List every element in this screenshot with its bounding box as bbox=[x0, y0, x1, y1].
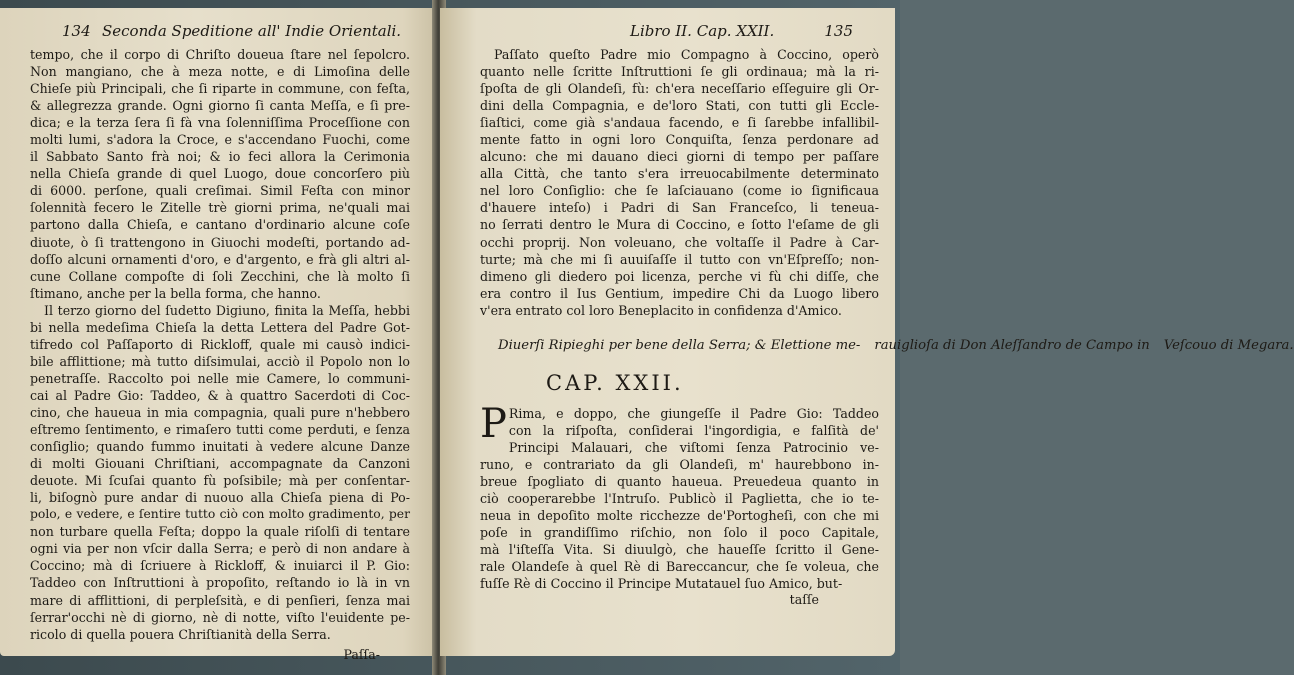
text-line: bile afflittione; mà tutto diſsimulai, acciò il Popolo non lo bbox=[30, 353, 410, 369]
text-line: Chieſe più Principali, che ſi riparte in commune, con feſta, bbox=[30, 81, 410, 97]
text-line: tifredo col Paſſaporto di Rickloff, quale mi causò indici- bbox=[30, 336, 410, 352]
text-line: eſtremo ſentimento, e rimaſero tutti come perduti, e ſenza bbox=[30, 422, 410, 438]
right-page-number: 135 bbox=[824, 22, 853, 40]
text-line: neua in depoſito molte ricchezze de'Portogheſi, con che mi bbox=[480, 508, 879, 524]
text-line: molti lumi, s'adora la Croce, e s'accendano Fuochi, come bbox=[30, 132, 410, 148]
text-line: runo, e contrariato da gli Olandeſi, m' haurebbono in- bbox=[480, 456, 879, 472]
text-line: ſpoſta de gli Olandeſi, fù: ch'era neceſſario eſſeguire gli Or- bbox=[480, 81, 879, 97]
left-page-number: 134 bbox=[62, 22, 91, 40]
right-catchword: taſſe bbox=[789, 592, 819, 608]
text-line: di 6000. perſone, quali creſimai. Simil Feſta con minor bbox=[30, 183, 410, 199]
text-line: il Sabbato Santo frà noi; & io feci allora la Cerimonia bbox=[30, 149, 410, 165]
text-line: tempo, che il corpo di Chriſto doueua ſtare nel ſepolcro. bbox=[30, 47, 410, 62]
left-running-header bbox=[30, 22, 410, 44]
text-line: v'era entrato col loro Beneplacito in confidenza d'Amico. bbox=[480, 302, 842, 318]
left-running-head-text: Seconda Speditione all' Indie Orientali. bbox=[102, 22, 402, 40]
text-line: ogni via per non vſcir dalla Serra; e però di non andare à bbox=[30, 541, 410, 557]
text-line: ciò cooperarebbe l'Intruſo. Publicò il Paglietta, che io te- bbox=[480, 490, 879, 506]
text-line: partono dalla Chieſa, e cantano d'ordinario alcune coſe bbox=[30, 217, 410, 233]
text-line: ſtimano, anche per la bella forma, che hanno. bbox=[30, 285, 321, 301]
text-line: & allegrezza grande. Ogni giorno ſi canta Meſſa, e ſi pre- bbox=[30, 98, 410, 114]
text-line: mente fatto in ogni loro Conquiſta, ſenza perdonare ad bbox=[480, 132, 879, 148]
text-line: quanto nelle ſcritte Inſtruttioni ſe gli ordinaua; mà la ri- bbox=[480, 64, 879, 80]
text-line: non turbare quella Feſta; doppo la quale riſolſi di tentare bbox=[30, 524, 410, 540]
text-line: di molti Giouani Chriſtiani, accompagnate da Canzoni bbox=[30, 456, 410, 472]
text-line: cai al Padre Gio: Taddeo, & à quattro Sacerdoti di Coc- bbox=[30, 387, 410, 403]
text-line: rale Olandeſe à quel Rè di Bareccancur, che ſe voleua, che bbox=[480, 559, 879, 575]
text-line: polo, e vedere, e ſentire tutto ciò con molto gradimento, per bbox=[30, 507, 410, 522]
text-line: turte; mà che mi ſi auuiſaſſe il tutto con vn'Eſpreſſo; non- bbox=[480, 251, 879, 267]
text-line: alla Città, che tanto s'era irreuocabilmente determinato bbox=[480, 166, 879, 182]
text-line: Coccino; mà di ſcriuere à Rickloff, & inuiarci il P. Gio: bbox=[30, 558, 410, 574]
text-line: no ſerrati dentro le Mura di Coccino, e ſotto l'eſame de gli bbox=[480, 217, 879, 233]
text-line: nel loro Conſiglio: che ſe laſciauano (come io ſignificaua bbox=[480, 183, 879, 199]
text-line: mà l'iſteſſa Vita. Si diuulgò, che haueſſe ſcritto il Gene- bbox=[480, 542, 879, 558]
text-line: d'hauere inteſo) i Padri di San Franceſco, li teneua- bbox=[480, 200, 879, 216]
text-line: Rima, e doppo, che giungeſſe il Padre Gio: Taddeo bbox=[508, 405, 879, 421]
left-page bbox=[0, 8, 438, 662]
right-running-header bbox=[480, 22, 879, 44]
text-line: li, biſognò pure andar di nuouo alla Chieſa piena di Po- bbox=[30, 490, 410, 506]
text-line: Taddeo con Inſtruttioni à propoſito, reſtando io là in vn bbox=[30, 575, 410, 591]
left-catchword: Paſſa- bbox=[343, 646, 380, 662]
drop-cap: P bbox=[480, 400, 507, 447]
text-line: cino, che haueua in mia compagnia, quali pure n'hebbero bbox=[30, 404, 410, 420]
chapter-heading: CAP. XXII. bbox=[546, 370, 684, 395]
right-running-head-text: Libro II. Cap. XXII. bbox=[630, 22, 775, 40]
text-line: ſolennità fecero le Zitelle trè giorni prima, ne'quali mai bbox=[30, 200, 410, 216]
text-line: diuote, ò ſi trattengono in Giuochi modeſti, portando ad- bbox=[30, 234, 410, 250]
text-line: ricolo di quella pouera Chriſtianità della Serra. bbox=[30, 626, 331, 642]
text-line: fuſſe Rè di Coccino il Principe Mutatauel ſuo Amico, but- bbox=[480, 576, 843, 592]
text-line: nella Chieſa grande di quel Luogo, doue concorſero più bbox=[30, 166, 410, 182]
text-line: Non mangiano, che à meza notte, e di Limoſina delle bbox=[30, 64, 410, 80]
summary-line: Diuerſi Ripieghi per bene della Serra; & Elettione me- bbox=[498, 337, 861, 353]
text-line: dimeno gli diedero poi licenza, perche vi fù chi diſſe, che bbox=[480, 268, 879, 284]
text-line: alcuno: che mi dauano dieci giorni di tempo per paſſare bbox=[480, 149, 879, 165]
chapter-summary bbox=[480, 337, 1294, 355]
text-line: dini della Compagnia, e de'loro Stati, con tutti gli Eccle- bbox=[480, 98, 879, 114]
text-line: ſiaſtici, come già s'andaua facendo, e ſi ſarebbe infallibil- bbox=[480, 115, 879, 131]
text-line: era contro il Ius Gentium, impedire Chi da Luogo libero bbox=[480, 285, 879, 301]
text-line: poſe in grandiſſimo riſchio, non ſolo il poco Capitale, bbox=[480, 525, 879, 541]
text-line: breue ſpogliato di quanto haueua. Preuedeua quanto in bbox=[480, 473, 879, 489]
text-line: dica; e la terza ſera ſi fà vna ſolenniſſima Proceſſione con bbox=[30, 115, 410, 131]
right-page bbox=[440, 8, 1294, 656]
summary-line: rauiglioſa di Don Aleſſandro de Campo in bbox=[874, 337, 1150, 353]
text-line: penetraſſe. Raccolto poi nelle mie Camere, lo communi- bbox=[30, 370, 410, 386]
text-line: doſſo alcuni ornamenti d'oro, e d'argento, e frà gli altri al- bbox=[30, 251, 410, 267]
text-line: ſerrar'occhi nè di giorno, nè di notte, viſto l'euidente pe- bbox=[30, 609, 410, 625]
right-body-text bbox=[480, 46, 879, 319]
text-line: occhi proprij. Non voleuano, che voltaſſe il Padre à Car- bbox=[480, 234, 879, 250]
text-line: conſiglio; quando fummo inuitati à vedere alcune Danze bbox=[30, 439, 410, 455]
text-line: bi nella medeſima Chieſa la detta Lettera del Padre Got- bbox=[30, 319, 410, 335]
text-line: con la riſpoſta, conſiderai l'ingordigia, e falſità de' bbox=[508, 422, 879, 438]
text-line: Principi Malauari, che viſtomi ſenza Patrocinio ve- bbox=[508, 439, 879, 455]
summary-line: Veſcouo di Megara. bbox=[1163, 337, 1294, 353]
text-line: cune Collane compoſte di ſoli Zecchini, che là molto ſi bbox=[30, 268, 410, 284]
text-line: Paſſato queſto Padre mio Compagno à Coccino, operò bbox=[494, 47, 879, 62]
left-body-text bbox=[30, 46, 410, 643]
text-line: deuote. Mi ſcuſai quanto fù poſsibile; mà per conſentar- bbox=[30, 473, 410, 489]
chapter-body-text bbox=[480, 400, 879, 593]
text-line: Il terzo giorno del ſudetto Digiuno, finita la Meſſa, hebbi bbox=[44, 302, 410, 318]
text-line: mare di afflittioni, di perpleſsità, e di penſieri, ſenza mai bbox=[30, 592, 410, 608]
